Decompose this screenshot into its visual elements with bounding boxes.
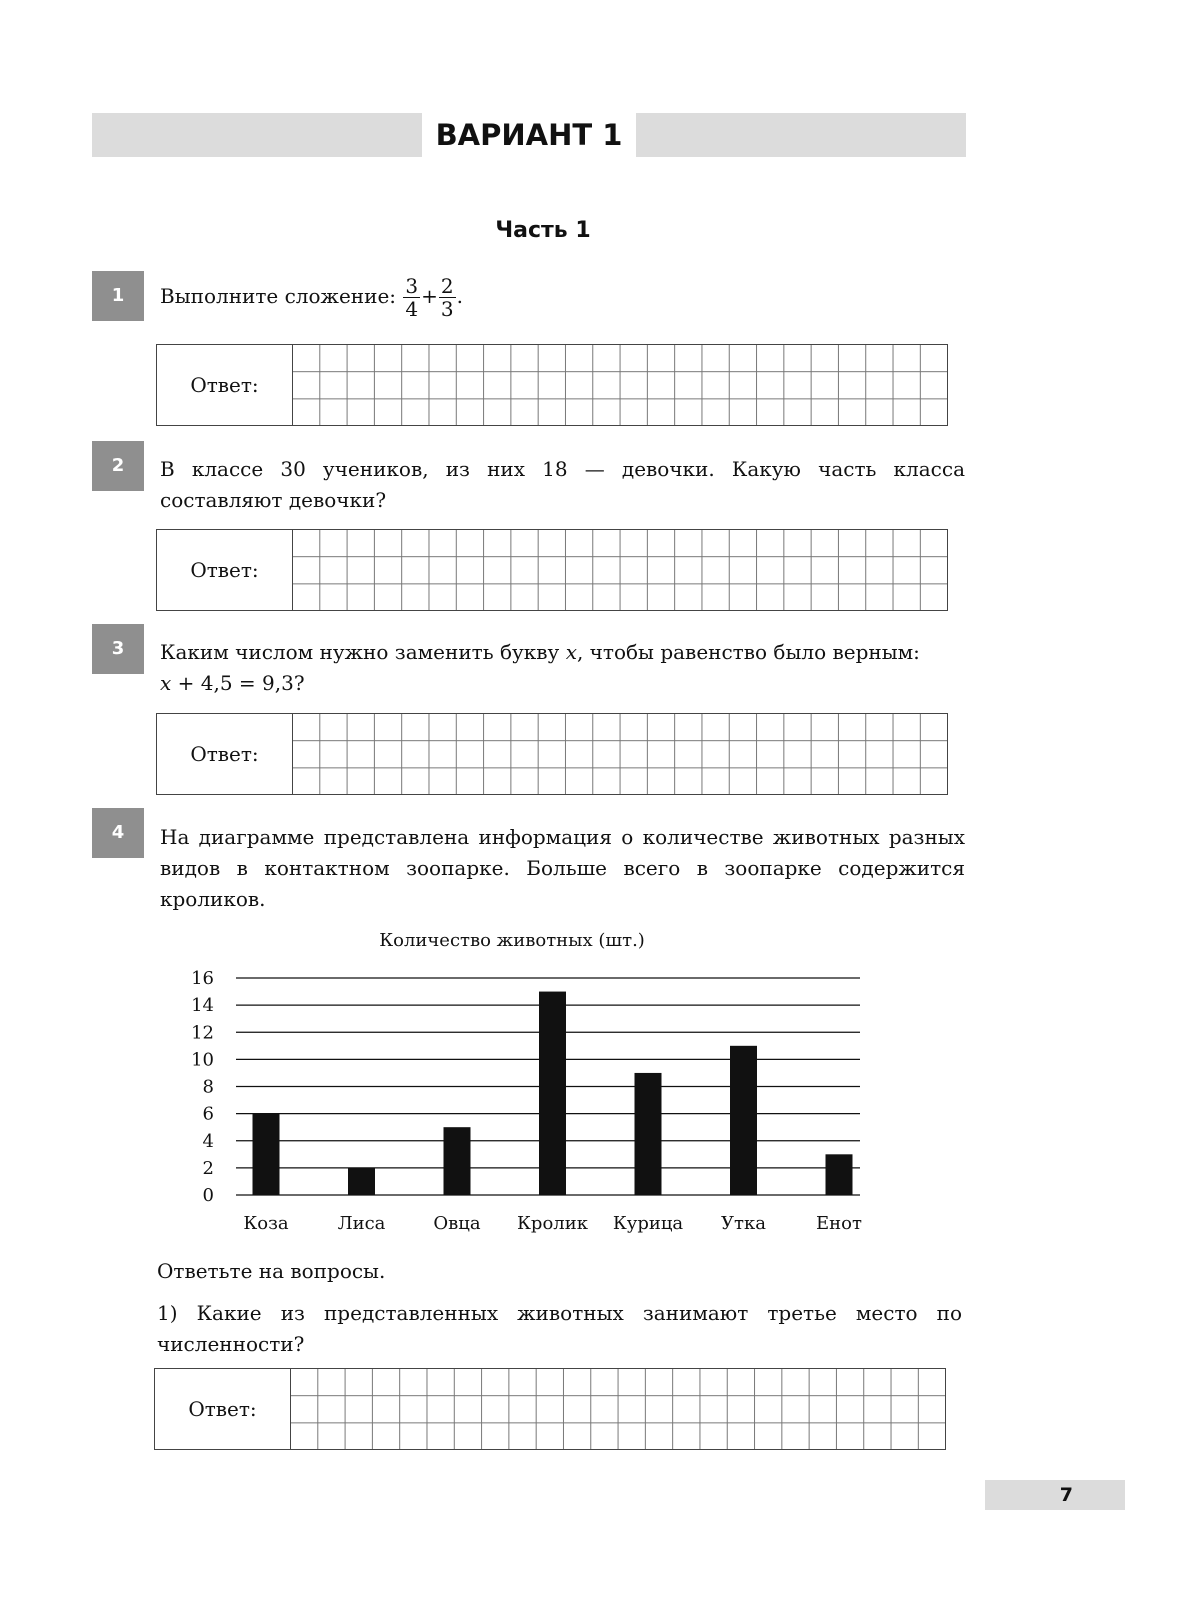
- x-category-label: Коза: [243, 1213, 289, 1234]
- x-category-label: Курица: [612, 1213, 684, 1234]
- part-title: Часть 1: [495, 218, 591, 243]
- y-tick-label: 14: [191, 995, 214, 1017]
- y-tick-label: 16: [191, 968, 214, 989]
- x-category-label: Утка: [721, 1213, 766, 1234]
- answer-label: Ответ:: [157, 714, 293, 794]
- x-category-label: Кролик: [517, 1213, 588, 1234]
- equation-variable: x: [160, 671, 172, 695]
- y-tick-label: 8: [202, 1076, 214, 1098]
- questions-intro: Ответьте на вопросы.: [157, 1259, 386, 1283]
- answer-box-2: [156, 529, 948, 611]
- answer-box-3: [156, 713, 948, 795]
- plus-operator: +: [421, 284, 438, 308]
- variant-title: ВАРИАНТ 1: [435, 118, 623, 152]
- y-tick-label: 10: [191, 1049, 214, 1071]
- answer-label: Ответ:: [157, 530, 293, 610]
- equation-rest: + 4,5 = 9,3?: [171, 671, 305, 695]
- task-number-1: 1: [92, 271, 144, 321]
- task-1-prompt: Выполните сложение:: [160, 284, 397, 308]
- answer-grid-3[interactable]: [293, 714, 947, 794]
- task-4-text: На диаграмме представлена информация о количестве животных разных видов в контактном зоопарке. Больше всего в зоопарке содержится кроликов.: [160, 825, 965, 911]
- y-tick-label: 0: [202, 1185, 214, 1206]
- answer-box-4: [154, 1368, 946, 1450]
- answer-label: Ответ:: [157, 345, 293, 425]
- answer-grid-1[interactable]: [293, 345, 947, 425]
- fraction-a-denominator: 4: [405, 297, 419, 321]
- fraction-a: [403, 275, 420, 320]
- y-tick-label: 12: [191, 1022, 214, 1044]
- fraction-b-numerator: 2: [440, 274, 454, 298]
- page-number: 7: [985, 1480, 1125, 1510]
- task-number-4: 4: [92, 808, 144, 858]
- y-tick-label: 4: [202, 1130, 214, 1152]
- bar-7: [826, 1154, 853, 1195]
- task-2-text: В классе 30 учеников, из них 18 — девочки. Какую часть класса составляют девочки?: [160, 457, 965, 512]
- answer-label: Ответ:: [155, 1369, 291, 1449]
- answer-grid-2[interactable]: [293, 530, 947, 610]
- bar-5: [635, 1073, 662, 1195]
- x-category-label: Лиса: [337, 1213, 386, 1234]
- x-category-label: Енот: [816, 1213, 862, 1234]
- header-bar-right: [636, 113, 966, 157]
- question-1-text: 1) Какие из представленных животных занимают третье место по численности?: [157, 1301, 962, 1356]
- bar-6: [730, 1046, 757, 1195]
- header-bar-left: [92, 113, 422, 157]
- bar-4: [539, 992, 566, 1195]
- bar-chart-svg: [180, 922, 900, 1252]
- task-1-text: [160, 275, 965, 320]
- bar-2: [348, 1168, 375, 1195]
- chart-title: Количество животных (шт.): [379, 930, 645, 951]
- task-number-3: 3: [92, 624, 144, 674]
- fraction-a-numerator: 3: [405, 274, 419, 298]
- bar-1: [253, 1114, 280, 1195]
- bar-3: [444, 1127, 471, 1195]
- variable-x: x: [565, 640, 577, 664]
- y-tick-label: 6: [202, 1103, 214, 1125]
- task-3-prompt-before: Каким числом нужно заменить букву: [160, 640, 566, 664]
- task-1-end: .: [456, 284, 463, 308]
- task-3-text: [160, 637, 965, 699]
- y-tick-label: 2: [202, 1157, 214, 1179]
- fraction-b: [439, 275, 456, 320]
- task-3-prompt-after: , чтобы равенство было верным:: [576, 640, 920, 664]
- answer-grid-4[interactable]: [291, 1369, 945, 1449]
- bar-chart: [180, 922, 900, 1252]
- fraction-b-denominator: 3: [440, 297, 454, 321]
- x-category-label: Овца: [433, 1213, 481, 1234]
- answer-box-1: [156, 344, 948, 426]
- task-number-2: 2: [92, 441, 144, 491]
